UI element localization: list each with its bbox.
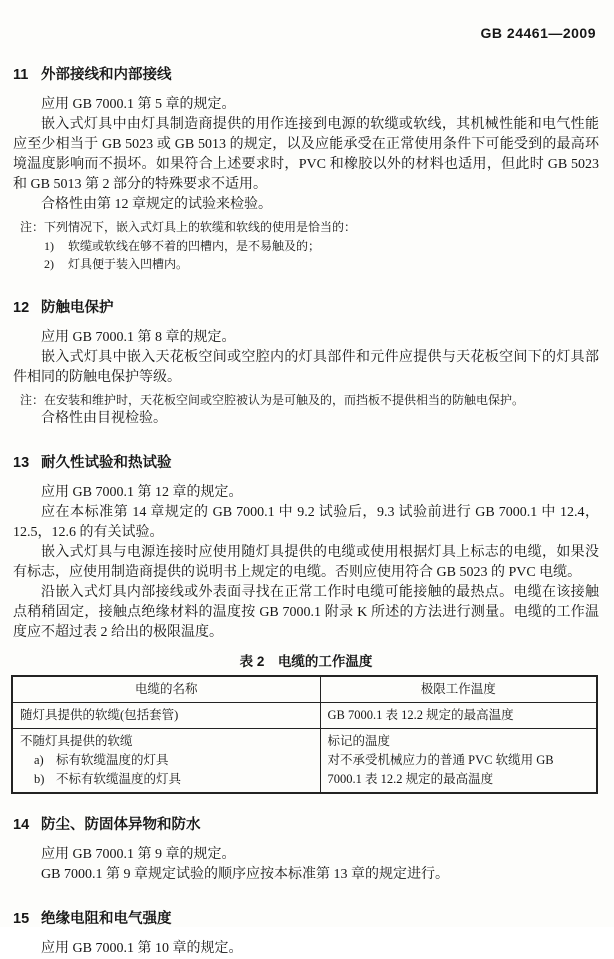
item-text: 标有软缆温度的灯具 xyxy=(56,753,169,767)
section-14-heading xyxy=(13,815,599,835)
doc-code: GB 24461—2009 xyxy=(480,25,596,41)
item-marker: b) xyxy=(34,772,45,786)
note-label: 注： xyxy=(20,392,45,407)
cell-cable-name: 随灯具提供的软缆(包括套管) xyxy=(12,703,320,729)
item-marker: a) xyxy=(34,753,44,767)
cell-limit-temperature xyxy=(320,729,597,794)
note-list-item xyxy=(20,255,599,274)
paragraph: 嵌入式灯具与电源连接时应使用随灯具提供的电缆或使用根据灯具上标志的电缆，如果没有标志，应使用制造商提供的说明书上规定的电缆。否则应使用符合 GB 5023 的 PVC 电缆。 xyxy=(13,545,599,580)
paragraph: 应在本标准第 14 章规定的 GB 7000.1 中 9.2 试验后，9.3 试验前进行 GB 7000.1 中 12.4，12.5，12.6 的有关试验。 xyxy=(13,505,599,540)
section-number: 14 xyxy=(13,817,30,833)
item-text: 灯具便于装入凹槽内。 xyxy=(68,257,189,271)
cell-limit-temperature: GB 7000.1 表 12.2 规定的最高温度 xyxy=(320,703,597,729)
note-label: 注： xyxy=(20,220,45,234)
paragraph: GB 7000.1 第 9 章规定试验的顺序应按本标准第 13 章的规定进行。 xyxy=(41,867,449,882)
note-text: 在安装和维护时，天花板空间或空腔被认为是可触及的，而挡板不提供相当的防触电保护。 xyxy=(44,392,525,407)
cell-line: 标记的温度 xyxy=(327,734,391,748)
section-12 xyxy=(13,298,599,430)
paragraph: 应用 GB 7000.1 第 9 章的规定。 xyxy=(41,847,236,862)
cell-line: 对不承受机械应力的普通 PVC 软缆用 GB 7000.1 表 12.2 规定的最高温度 xyxy=(327,753,554,786)
section-15 xyxy=(13,909,599,959)
paragraph: 嵌入式灯具中由灯具制造商提供的用作连接到电源的软缆或软线，其机械性能和电气性能应至少相当于 GB 5023 或 GB 5013 的规定，以及应能承受在正常使用条件下可能受到的最高环境温度影响而不损坏。如果符合上述要求时，PVC 和橡胶以外的材料也适用，但此时 GB 5023 和 GB 5013 第 2 部分的特殊要求不适用。 xyxy=(13,117,599,192)
item-text: 不标有软缆温度的灯具 xyxy=(56,772,182,786)
note-text: 下列情况下，嵌入式灯具上的软缆和软线的使用是恰当的： xyxy=(44,220,357,234)
paragraph: 应用 GB 7000.1 第 5 章的规定。 xyxy=(41,97,236,112)
note-block xyxy=(20,391,599,410)
table-header-row xyxy=(12,676,597,703)
section-13-heading xyxy=(13,453,599,473)
cell-list-item xyxy=(20,770,313,789)
table-2-cable-operating-temperature xyxy=(11,675,598,794)
note-block xyxy=(20,218,599,274)
section-13 xyxy=(13,453,599,794)
paragraph: 嵌入式灯具中嵌入天花板空间或空腔内的灯具部件和元件应提供与天花板空间下的灯具部件相同的防触电保护等级。 xyxy=(13,349,599,385)
col-header-cable-name: 电缆的名称 xyxy=(12,676,320,703)
cell-cable-name xyxy=(12,729,320,794)
section-14 xyxy=(13,815,599,885)
section-title: 防触电保护 xyxy=(41,299,114,316)
table-row xyxy=(12,729,597,794)
section-11 xyxy=(13,65,599,274)
section-12-heading xyxy=(13,298,599,318)
section-title: 耐久性试验和热试验 xyxy=(41,455,172,471)
paragraph: 沿嵌入式灯具内部接线或外表面寻找在正常工作时电缆可能接触的最热点。电缆在该接触点稍稍固定，接触点绝缘材料的温度按 GB 7000.1 附录 K 所述的方法进行测量。电缆的工作温度应不超过表 2 给出的极限温度。 xyxy=(13,585,599,640)
col-header-limit-temperature: 极限工作温度 xyxy=(320,676,597,703)
section-11-heading xyxy=(13,65,599,85)
paragraph: 应用 GB 7000.1 第 10 章的规定。 xyxy=(41,941,243,956)
table-row xyxy=(12,703,597,729)
section-title: 防尘、防固体异物和防水 xyxy=(41,817,201,833)
note-lead xyxy=(20,218,599,237)
section-number: 13 xyxy=(13,455,30,471)
section-number: 12 xyxy=(13,299,30,316)
section-15-heading xyxy=(13,909,599,929)
paragraph: 应用 GB 7000.1 第 12 章的规定。 xyxy=(41,485,243,500)
item-marker: 2) xyxy=(44,257,54,271)
section-number: 15 xyxy=(13,911,30,927)
paragraph: 合格性由第 12 章规定的试验来检验。 xyxy=(41,197,272,212)
section-title: 外部接线和内部接线 xyxy=(41,67,172,83)
paragraph: 合格性由目视检验。 xyxy=(41,411,167,426)
note-list-item xyxy=(20,237,599,256)
item-marker: 1) xyxy=(44,238,54,253)
note-lead xyxy=(20,391,599,410)
section-title: 绝缘电阻和电气强度 xyxy=(41,911,172,927)
item-text: 软缆或软线在够不着的凹槽内，是不易触及的； xyxy=(68,238,321,253)
table-caption: 表 2 电缆的工作温度 xyxy=(239,654,373,669)
cell-line: 不随灯具提供的软缆 xyxy=(20,734,133,748)
paragraph: 应用 GB 7000.1 第 8 章的规定。 xyxy=(41,329,236,345)
cell-list-item xyxy=(20,751,313,770)
section-number: 11 xyxy=(13,67,29,83)
